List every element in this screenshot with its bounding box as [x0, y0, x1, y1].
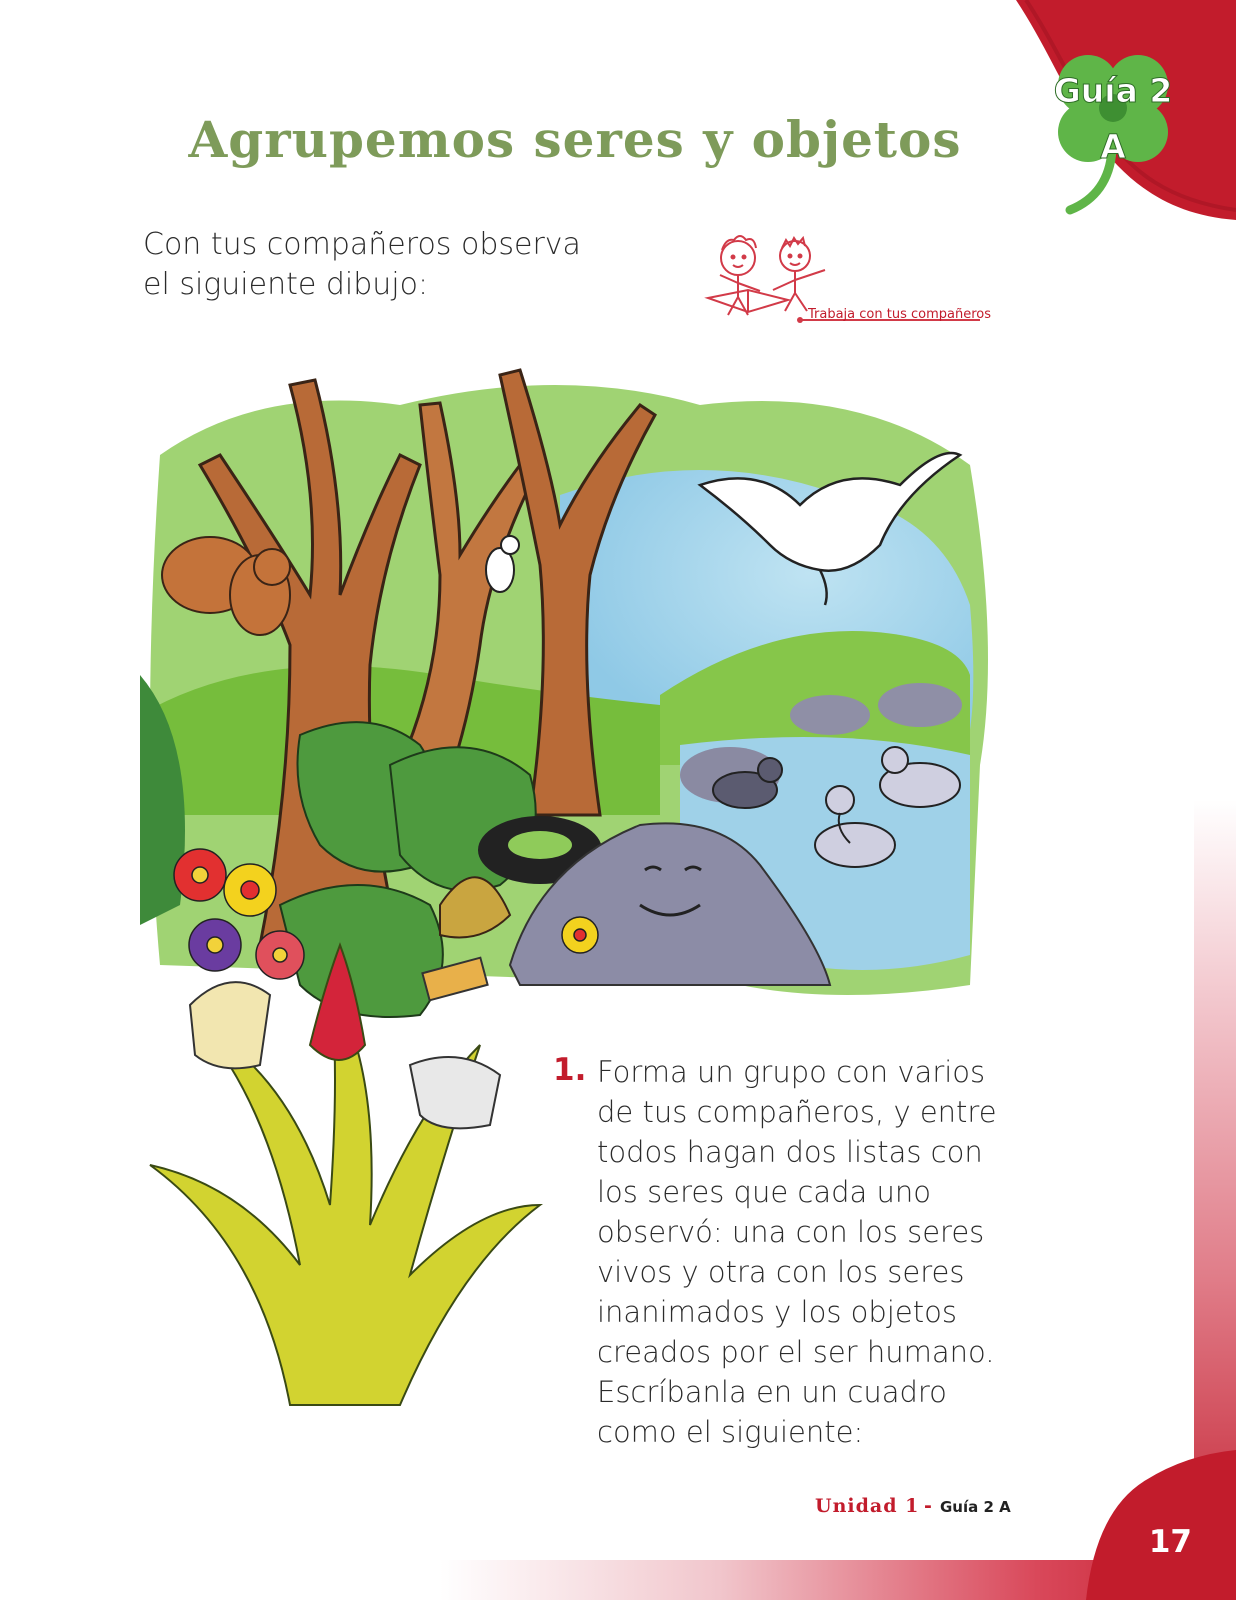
plastic-trash: [410, 1057, 500, 1128]
badge-line2: A: [1100, 127, 1126, 166]
intro-text: Con tus compañeros observa el siguiente dibujo:: [143, 227, 581, 302]
plastic-bottle: [190, 982, 270, 1068]
footer-unit-label: Unidad 1: [815, 1495, 920, 1517]
badge-line1: Guía 2: [1053, 71, 1173, 110]
exercise-number: 1.: [553, 1052, 587, 1088]
footer-separator: -: [924, 1495, 932, 1517]
page-title: Agrupemos seres y objetos: [188, 110, 962, 169]
page-number: 17: [1148, 1524, 1192, 1560]
exercise-text: Forma un grupo con varios de tus compañeros, y entre todos hagan dos listas con los seres que cada uno observó: una con los seres vivos y otra con los seres inanimados y los objetos creados por el ser humano. Escríbanla en un cuadro como el siguiente:: [597, 1055, 997, 1449]
team-work-label: Trabaja con tus compañeros: [808, 307, 991, 322]
right-edge-band: [1194, 0, 1236, 1600]
footer-guide-label: Guía 2 A: [940, 1498, 1011, 1516]
